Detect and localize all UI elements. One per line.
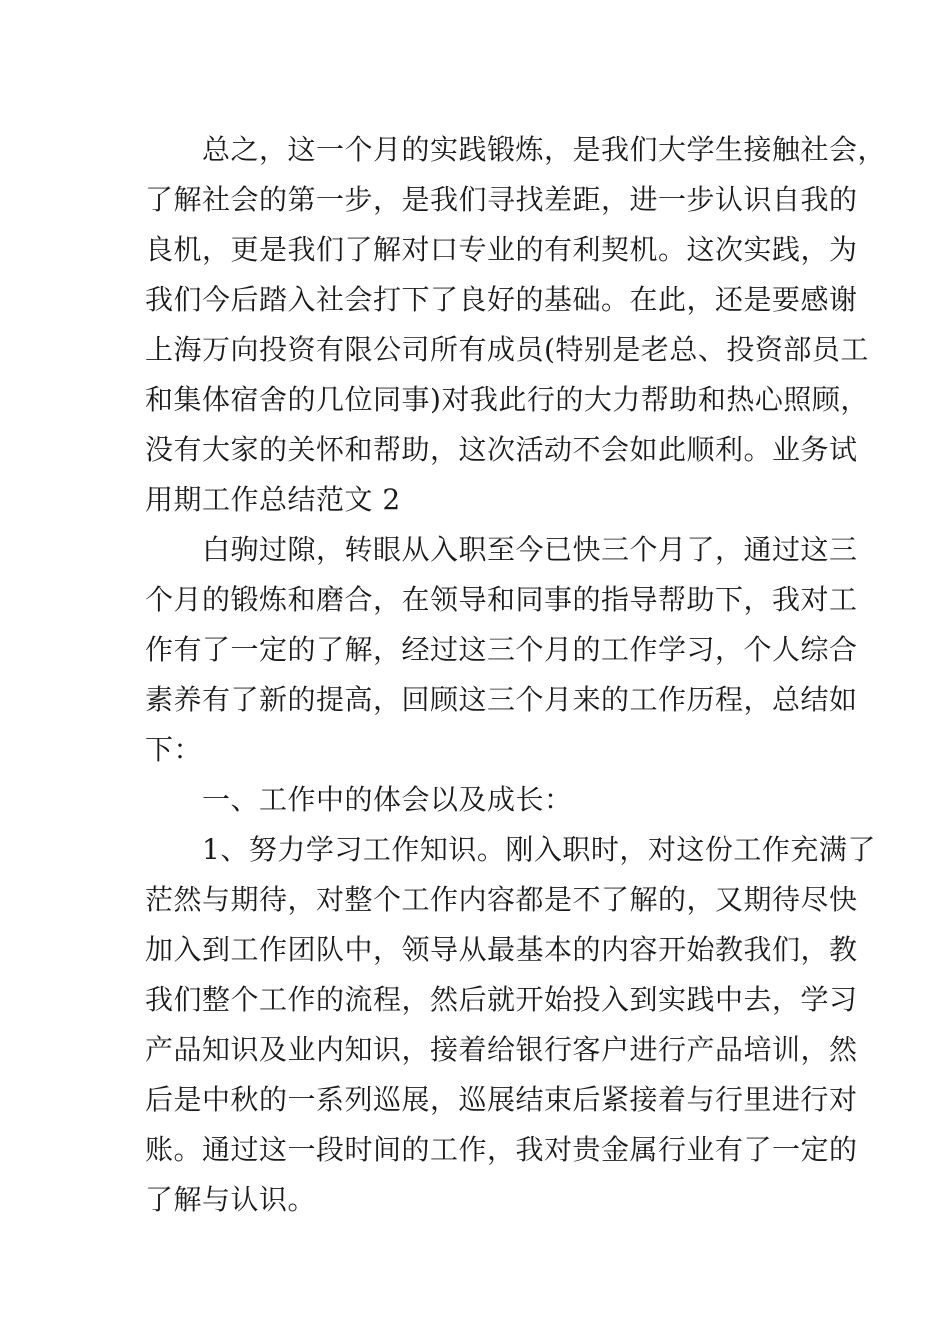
paragraph-line: 素养有了新的提高，回顾这三个月来的工作历程，总结如 — [145, 683, 858, 716]
paragraph-line: 加入到工作团队中，领导从最基本的内容开始教我们，教 — [145, 933, 858, 966]
paragraph-line: 下： — [145, 733, 203, 766]
paragraph-line: 后是中秋的一系列巡展，巡展结束后紧接着与行里进行对 — [145, 1083, 858, 1116]
paragraph-line: 茫然与期待，对整个工作内容都是不了解的，又期待尽快 — [145, 883, 858, 916]
paragraph-line: 产品知识及业内知识，接着给银行客户进行产品培训，然 — [145, 1033, 858, 1066]
section-title: 用期工作总结范文 2 — [145, 483, 401, 516]
paragraph-line: 了解社会的第一步，是我们寻找差距，进一步认识自我的 — [145, 183, 858, 216]
paragraph-line: 上海万向投资有限公司所有成员(特别是老总、投资部员工 — [145, 333, 869, 366]
paragraph-line: 没有大家的关怀和帮助，这次活动不会如此顺利。业务试 — [145, 433, 858, 466]
paragraph-line: 了解与认识。 — [145, 1183, 317, 1216]
subheading: 一、工作中的体会以及成长： — [202, 783, 573, 816]
paragraph-line: 个月的锻炼和磨合，在领导和同事的指导帮助下，我对工 — [145, 583, 858, 616]
paragraph-line: 1、努力学习工作知识。刚入职时，对这份工作充满了 — [202, 833, 876, 866]
paragraph-line: 账。通过这一段时间的工作，我对贵金属行业有了一定的 — [145, 1133, 858, 1166]
paragraph-line: 我们今后踏入社会打下了良好的基础。在此，还是要感谢 — [145, 283, 858, 316]
paragraph-line: 作有了一定的了解，经过这三个月的工作学习，个人综合 — [145, 633, 858, 666]
paragraph-line: 和集体宿舍的几位同事)对我此行的大力帮助和热心照顾， — [145, 383, 869, 416]
paragraph-line: 我们整个工作的流程，然后就开始投入到实践中去，学习 — [145, 983, 858, 1016]
paragraph-line: 总之，这一个月的实践锻炼，是我们大学生接触社会， — [202, 133, 887, 166]
paragraph-line: 良机，更是我们了解对口专业的有利契机。这次实践，为 — [145, 233, 858, 266]
paragraph-line: 白驹过隙，转眼从入职至今已快三个月了，通过这三 — [202, 533, 858, 566]
